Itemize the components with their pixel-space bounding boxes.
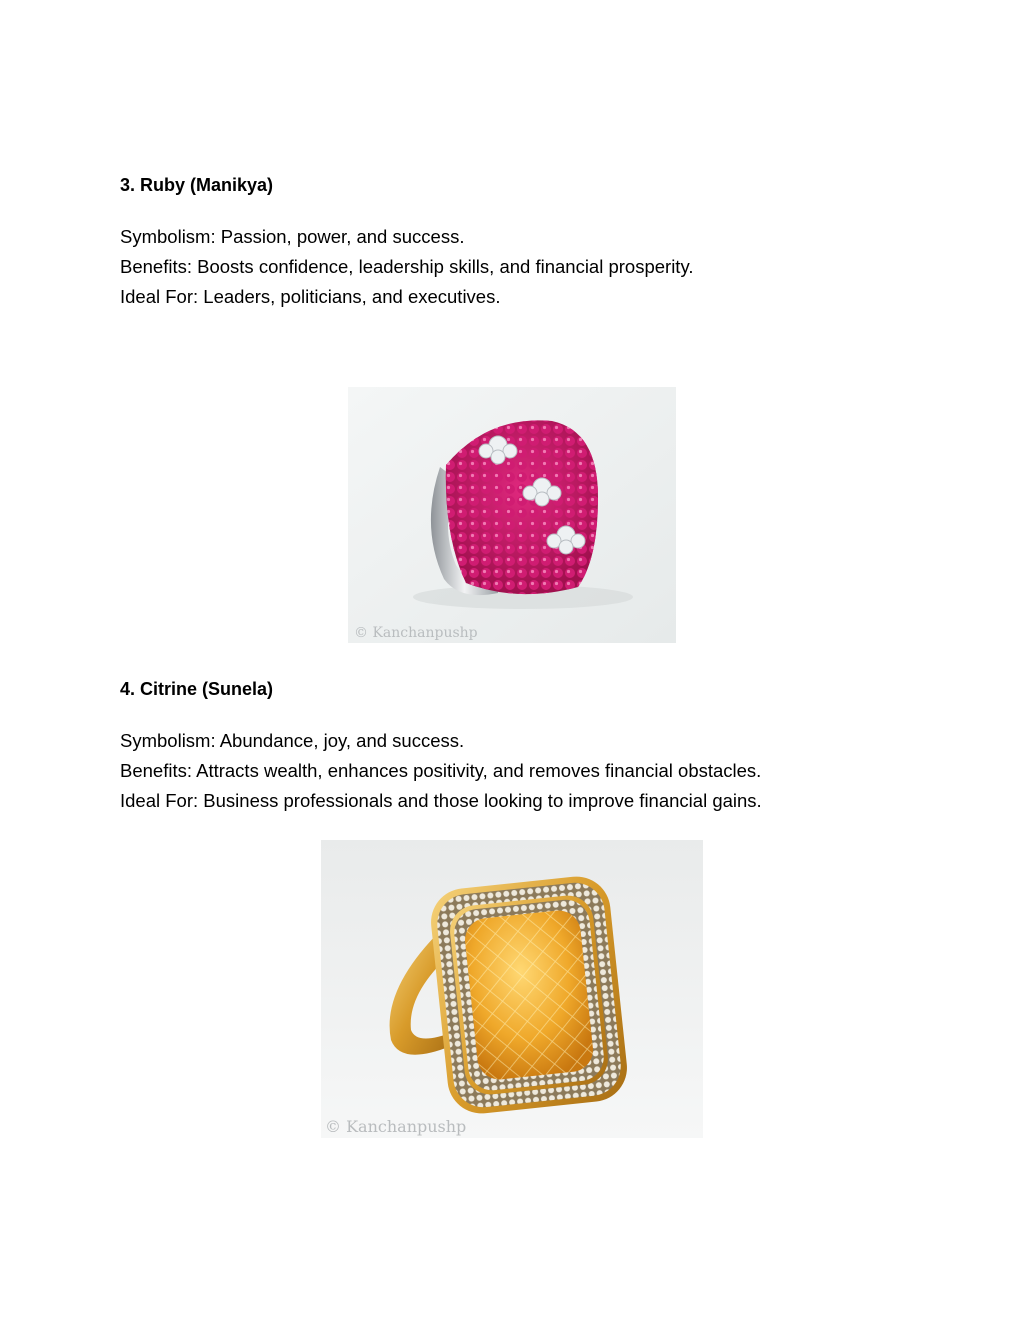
citrine-ring-image (321, 840, 703, 1138)
ruby-symbolism: Symbolism: Passion, power, and success. (120, 226, 465, 247)
citrine-symbolism: Symbolism: Abundance, joy, and success. (120, 730, 465, 751)
ruby-ring-image (348, 387, 676, 643)
ruby-ideal-for: Ideal For: Leaders, politicians, and executives. (120, 286, 501, 307)
citrine-watermark: © Kanchanpushp (325, 1117, 467, 1136)
citrine-benefits: Benefits: Attracts wealth, enhances positivity, and removes financial obstacles. (120, 760, 762, 781)
section-heading-ruby: 3. Ruby (Manikya) (120, 175, 274, 195)
ruby-benefits: Benefits: Boosts confidence, leadership skills, and financial prosperity. (120, 256, 694, 277)
citrine-ideal-for: Ideal For: Business professionals and those looking to improve financial gains. (120, 790, 762, 811)
ruby-watermark: © Kanchanpushp (354, 625, 478, 641)
section-heading-citrine: 4. Citrine (Sunela) (120, 679, 274, 699)
